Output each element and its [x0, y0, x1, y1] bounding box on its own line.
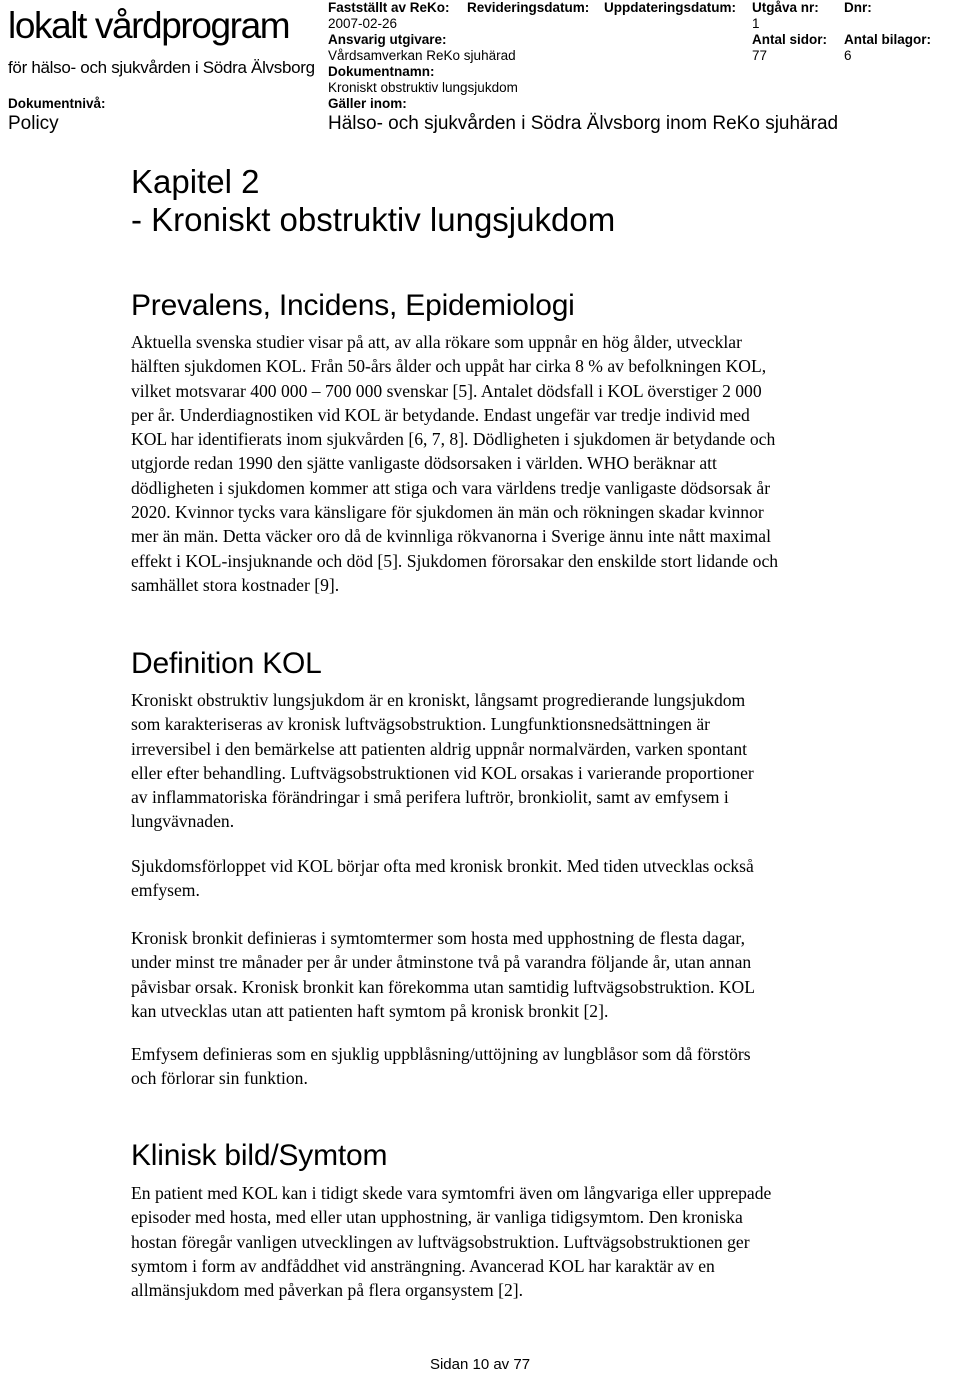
text-line: utgjorde redan 1990 den sjätte vanligaste dödsorsaken i världen. WHO beräknar att: [131, 453, 717, 474]
text-line: Kronisk bronkit definieras i symtomtermer som hosta med upphostning de flesta dagar,: [131, 928, 745, 948]
scope-label: Gäller inom:: [328, 96, 407, 111]
text-line: som karakteriseras av kronisk luftvägsobstruktion. Lungfunktionsnedsättningen är: [131, 714, 711, 735]
text-line: mer än män. Detta väcker oro då de kvinnliga rökvanorna i Sverige ännu inte nått maximal: [131, 526, 771, 547]
paragraph-definition-2: [131, 854, 911, 903]
text-line: Emfysem definieras som en sjuklig uppblåsning/uttöjning av lungblåsor som då förstörs: [131, 1044, 751, 1064]
established-date: 2007-02-26: [328, 16, 398, 31]
text-line: lungvävnaden.: [131, 811, 235, 832]
paragraph-definition-3: [131, 926, 911, 1023]
attachment-count-label: Antal bilagor:: [844, 32, 931, 47]
text-line: effekt i KOL-insjuknande och död [5]. Sjukdomen förorsakar den enskilde stort lidande och: [131, 550, 779, 571]
text-line: eller efter behandling. Luftvägsobstruktionen vid KOL orsakas i varierande proportioner: [131, 762, 754, 783]
text-line: kan utvecklas utan att patienten haft symtom på kronisk bronkit [2].: [131, 1000, 609, 1021]
text-line: under minst tre månader per år under åtminstone två på varandra följande år, utan annan: [131, 952, 752, 973]
document-level-value: Policy: [8, 113, 59, 134]
document-name-value: Kroniskt obstruktiv lungsjukdom: [328, 80, 518, 95]
text-line: allmänsjukdom med påverkan på flera organsystem [2].: [131, 1280, 523, 1301]
section-heading-prevalence: Prevalens, Incidens, Epidemiologi: [131, 289, 575, 322]
text-line: påvisbar orsak. Kronisk bronkit kan förekomma utan samtidig luftvägsobstruktion. KOL: [131, 976, 755, 997]
text-line: hostan föregår vanligen utvecklingen av luftvägsobstruktion. Luftvägsobstruktionen ger: [131, 1231, 750, 1252]
text-line: och förlorar sin funktion.: [131, 1068, 308, 1089]
text-line: Aktuella svenska studier visar på att, av alla rökare som uppnår en hög ålder, utvecklar: [131, 332, 742, 352]
chapter-subtitle: - Kroniskt obstruktiv lungsjukdom: [131, 201, 616, 238]
update-date-label: Uppdateringsdatum:: [604, 0, 737, 15]
dnr-label: Dnr:: [844, 0, 872, 15]
document-level-label: Dokumentnivå:: [8, 96, 106, 111]
edition-label: Utgåva nr:: [752, 0, 819, 15]
text-line: En patient med KOL kan i tidigt skede vara symtomfri även om långvariga eller upprepade: [131, 1183, 772, 1203]
page-count-label: Antal sidor:: [752, 32, 828, 47]
revision-date-label: Revideringsdatum:: [467, 0, 590, 15]
attachment-count-value: 6: [844, 48, 852, 63]
section-heading-definition: Definition KOL: [131, 647, 322, 680]
edition-value: 1: [752, 16, 760, 31]
paragraph-prevalence: [131, 330, 911, 597]
paragraph-definition-1: [131, 688, 911, 834]
text-line: symtom i form av andfåddhet vid ansträngning. Avancerad KOL har karaktär av en: [131, 1255, 715, 1276]
brand-subtitle: för hälso- och sjukvården i Södra Älvsborg: [8, 58, 315, 77]
text-line: per år. Underdiagnostiken vid KOL är betydande. Endast ungefär var tredje individ med: [131, 404, 750, 425]
text-line: av inflammatoriska förändringar i små perifera luftrör, bronkiolit, samt av emfysem i: [131, 787, 729, 808]
section-heading-clinical: Klinisk bild/Symtom: [131, 1139, 388, 1172]
paragraph-definition-4: [131, 1042, 911, 1091]
document-name-label: Dokumentnamn:: [328, 64, 435, 79]
text-line: emfysem.: [131, 880, 200, 901]
text-line: vilket motsvarar 400 000 – 700 000 svenskar [5]. Antalet dödsfall i KOL överstiger 2 000: [131, 380, 762, 401]
text-line: 2020. Kvinnor tycks vara känsligare för sjukdomen än män och rökningen skadar kvinnor: [131, 502, 764, 523]
paragraph-clinical: [131, 1181, 911, 1302]
text-line: irreversibel i den bemärkelse att patienten aldrig uppnår normalvärden, varken spontant: [131, 738, 748, 759]
text-line: samhället stora kostnader [9].: [131, 574, 340, 595]
text-line: hälften sjukdomen KOL. Från 50-års ålder och uppåt har cirka 8 % av befolkningen KOL,: [131, 356, 767, 377]
chapter-title: Kapitel 2: [131, 163, 260, 200]
publisher-value: Vårdsamverkan ReKo sjuhärad: [328, 48, 516, 63]
text-line: Kroniskt obstruktiv lungsjukdom är en kroniskt, långsamt progredierande lungsjukdom: [131, 690, 746, 710]
established-label: Fastställt av ReKo:: [328, 0, 450, 15]
text-line: Sjukdomsförloppet vid KOL börjar ofta med kronisk bronkit. Med tiden utvecklas också: [131, 856, 754, 876]
page-number: Sidan 10 av 77: [429, 1356, 531, 1373]
text-line: episoder med hosta, med eller utan upphostning, är vanliga tidigsymtom. Den kroniska: [131, 1207, 743, 1228]
text-line: dödligheten i sjukdomen kommer att stiga och vara världens tredje vanligaste dödsorsak år: [131, 477, 771, 498]
brand-title: lokalt vårdprogram: [8, 5, 290, 46]
page-count-value: 77: [752, 48, 768, 63]
publisher-label: Ansvarig utgivare:: [328, 32, 447, 47]
text-line: KOL har identifierats inom sjukvården [6, 7, 8]. Dödligheten i sjukdomen är betydande och: [131, 429, 776, 450]
scope-value: Hälso- och sjukvården i Södra Älvsborg inom ReKo sjuhärad: [328, 113, 839, 134]
